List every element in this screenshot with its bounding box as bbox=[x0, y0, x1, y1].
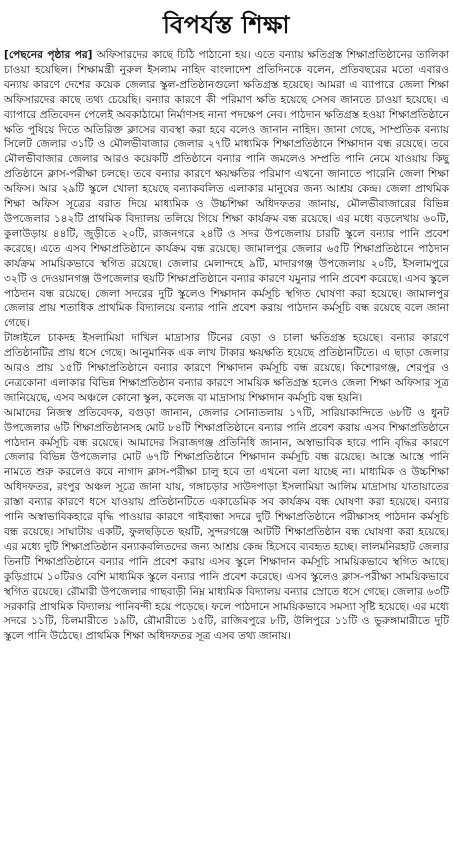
article-paragraph-2: টাঙ্গাইলে চাকদহ ইসলামিয়া দাখিল মাদ্রাসার টিনের বেড়া ও চালা ক্ষতিগ্রস্ত হয়েছে। বন্যার কারণে প্রতিষ্ঠানটির প্রায় ধসে গেছে। আনুমানিক এক লাখ টাকার ক্ষয়ক্ষতি হয়েছে প্রতিষ্ঠানটিতে। এ ছাড়া জেলার আরও প্রায় ১৫টি শিক্ষাপ্রতিষ্ঠানে বন্যার কারণে শিক্ষাদান কর্মসূচি বন্ধ রয়েছে। কিশোরগঞ্জ, শেরপুর ও নেত্রকোনা এলাকার বিভিন্ন শিক্ষাপ্রতিষ্ঠান বন্যার কারণে সাময়িক ক্ষতিগ্রস্ত হলেও জেলা শিক্ষা অফিসার সূত্র জানিয়েছে, এসব অঞ্চলে কোনো স্কুল, কলেজ বা মাদ্রাসায় শিক্ষাদান কর্মসূচি বন্ধ হয়নি। bbox=[4, 332, 449, 404]
article-headline: বিপর্যস্ত শিক্ষা bbox=[163, 11, 290, 39]
paragraph-text: অফিসারদের কাছে চিঠি পাঠানো হয়। এতে বন্যায় ক্ষতিগ্রস্ত শিক্ষাপ্রতিষ্ঠানের তালিকা চাওয়া হয়েছিল। শিক্ষামন্ত্রী নুরুল ইসলাম নাহিদ বাংলাদেশ প্রতিদিনকে বলেন, প্রতিবছরের মতো এবারও বন্যায় কারণে দেশের কয়েক জেলার স্কুল-প্রতিষ্ঠানগুলো ক্ষতিগ্রস্ত হয়েছে। আমরা এ ব্যাপারে জেলা শিক্ষা অফিসারদের কাছে তথ্য চেয়েছি। বন্যার কারণে কী পরিমাণ ক্ষতি হয়েছে সেসব জানতে চাওয়া হয়েছে। এ ব্যাপারে প্রতিবেদন পেলেই অবকাঠামো নির্মাণসহ নানা পদক্ষেপ নেব। পাঠদান ক্ষতিগ্রস্ত হওয়া শিক্ষাপ্রতিষ্ঠানে ক্ষতি পুষিয়ে দিতে অতিরিক্ত ক্লাসের ব্যবস্থা করা হবে বলেও জানান নাহিদ। জানা গেছে, সাম্প্রতিক বন্যায় সিলেট জেলার ৩১টি ও মৌলভীবাজার জেলার ২৭টি মাধ্যমিক শিক্ষাপ্রতিষ্ঠানে শিক্ষাদান বন্ধ রয়েছে। তবে মৌলভীবাজার জেলার আরও কয়েকটি প্রতিষ্ঠানে বন্যার পানি জমলেও সম্প্রতি পানি নেমে যাওয়ায় কিছু প্রতিষ্ঠানে ক্লাস-পরীক্ষা চলছে। তবে বন্যার কারণে ক্ষয়ক্ষতির পরিমাণ এখনো জানাতে পারেনি জেলা শিক্ষা অফিস। আর ২৯টি স্কুলে খোলা হয়েছে বন্যাকবলিত এলাকার মানুষের জন্য আশ্রয় কেন্দ্র। জেলা প্রাথমিক শিক্ষা অফিস সূত্রের বরাত দিয়ে মাধ্যমিক ও উচ্চশিক্ষা অধিদফতর জানায়, মৌলভীবাজারের বিভিন্ন উপজেলার ১৪২টি প্রাথমিক বিদ্যালয় তলিয়ে গিয়ে শিক্ষা কার্যক্রম বন্ধ রয়েছে। এর মধ্যে বড়লেখায় ৬০টি, কুলাউড়ায় ৪৪টি, জুড়ীতে ২০টি, রাজনগরে ২৪টি ও সদর উপজেলায় চারটি স্কুলে বন্যার পানি প্রবেশ করেছে। এতে এসব শিক্ষাপ্রতিষ্ঠানে কার্যক্রম বন্ধ রয়েছে। জামালপুর জেলার ৬৫টি শিক্ষাপ্রতিষ্ঠানে পাঠদান কার্যক্রম সাময়িকভাবে স্থগিত রয়েছে। জেলার মেলান্দহে ৯টি, মাদারগঞ্জ উপজেলায় ২০টি, ইসলামপুরে ৩২টি ও দেওয়ানগঞ্জ উপজেলার ছয়টি শিক্ষাপ্রতিষ্ঠানে বন্যার কারণে যমুনার পানি প্রবেশ করেছে। এসব স্কুলে পাঠদান বন্ধ রয়েছে। জেলা সদরের দুটি স্কুলেও শিক্ষাদান কর্মসূচি স্থগিত ঘোষণা করা হয়েছে। জামালপুর জেলার প্রায় শতাধিক প্রাথমিক বিদ্যালয়ে বন্যার পানি প্রবেশ করায় পাঠদান কর্মসূচি বন্ধ রয়েছে বলে জানা গেছে। bbox=[4, 49, 449, 330]
article-body bbox=[4, 48, 449, 644]
continuation-label: [পেছনের পৃষ্ঠার পর] bbox=[4, 49, 93, 61]
article-paragraph-1 bbox=[4, 48, 449, 331]
article-paragraph-3: আমাদের নিজস্ব প্রতিবেদক, বগুড়া জানান, জেলার সোনাতলায় ১৭টি, সারিয়াকান্দিতে ৬৮টি ও ধুনট উপজেলার ৬টি শিক্ষাপ্রতিষ্ঠানসহ মোট ৮৪টি শিক্ষাপ্রতিষ্ঠানে বন্যার পানি প্রবেশ করায় এসব শিক্ষাপ্রতিষ্ঠানে পাঠদান কর্মসূচি বন্ধ রয়েছে। আমাদের সিরাজগঞ্জ প্রতিনিধি জানান, অস্বাভাবিক হারে পানি বৃদ্ধির কারণে জেলার বিভিন্ন উপজেলার মোট ৬৭টি শিক্ষাপ্রতিষ্ঠানে শিক্ষাদান কর্মসূচি বন্ধ রয়েছে। আস্তে আস্তে পানি নামতে শুরু করলেও কবে নাগাদ ক্লাস-পরীক্ষা চালু হবে তা এখনো বলা যাচ্ছে না। মাধ্যমিক ও উচ্চশিক্ষা অধিদফতর, রংপুর অঞ্চল সূত্রে জানা যায়, গঙ্গাচড়ার সাউদপাড়া ইসলামিয়া আলিম মাদ্রাসায় যাতায়াতের রাস্তা বন্যার কারণে ধসে যাওয়ায় প্রতিষ্ঠানটিতে একাডেমিক সব কার্যক্রম বন্ধ ঘোষণা করা হয়েছে। বন্যার পানি অস্বাভাবিকহারে বৃদ্ধি পাওয়ার কারণে গাইবান্ধা সদরে দুটি শিক্ষাপ্রতিষ্ঠানে পরীক্ষাসহ পাঠদান কর্মসূচি বন্ধ রয়েছে। সাঘাটায় একটি, ফুলছড়িতে ছয়টি, সুন্দরগঞ্জে আটটি শিক্ষাপ্রতিষ্ঠান বন্ধ ঘোষণা করা হয়েছে। এর মধ্যে দুটি শিক্ষাপ্রতিষ্ঠান বন্যাকবলিতদের জন্য আশ্রয় কেন্দ্র হিসেবে ব্যবহৃত হচ্ছে। লালমনিরহাট জেলার তিনটি শিক্ষাপ্রতিষ্ঠানে বন্যার পানি প্রবেশ করায় এসব স্কুলে শিক্ষাদান কর্মসূচি সাময়িকভাবে স্থগিত আছে। কুড়িগ্রামে ১০টিরও বেশি মাধ্যমিক স্কুলে বন্যার পানি প্রবেশ করেছে। এসব স্কুলেও ক্লাস-পরীক্ষা সাময়িকভাবে স্থগিত রয়েছে। রৌমারী উপজেলার গাছবাড়ী নিম্ন মাধ্যমিক বিদ্যালয় বন্যার স্রোতে ধসে গেছে। জেলার ৬৩টি সরকারি প্রাথমিক বিদ্যালয় পানিবন্দী হয়ে পড়েছে। ফলে পাঠদানে সাময়িকভাবে সমস্যা সৃষ্টি হয়েছে। এর মধ্যে সদরে ১১টি, চিলমারীতে ১৯টি, রৌমারীতে ১৫টি, রাজিবপুরে ৮টি, উলিপুরে ১১টি ও ভুরুঙ্গামারীতে দুটি স্কুলে পানি উঠেছে। প্রাথমিক শিক্ষা অধিদফতর সূত্র এসব তথ্য জানায়। bbox=[4, 406, 449, 643]
